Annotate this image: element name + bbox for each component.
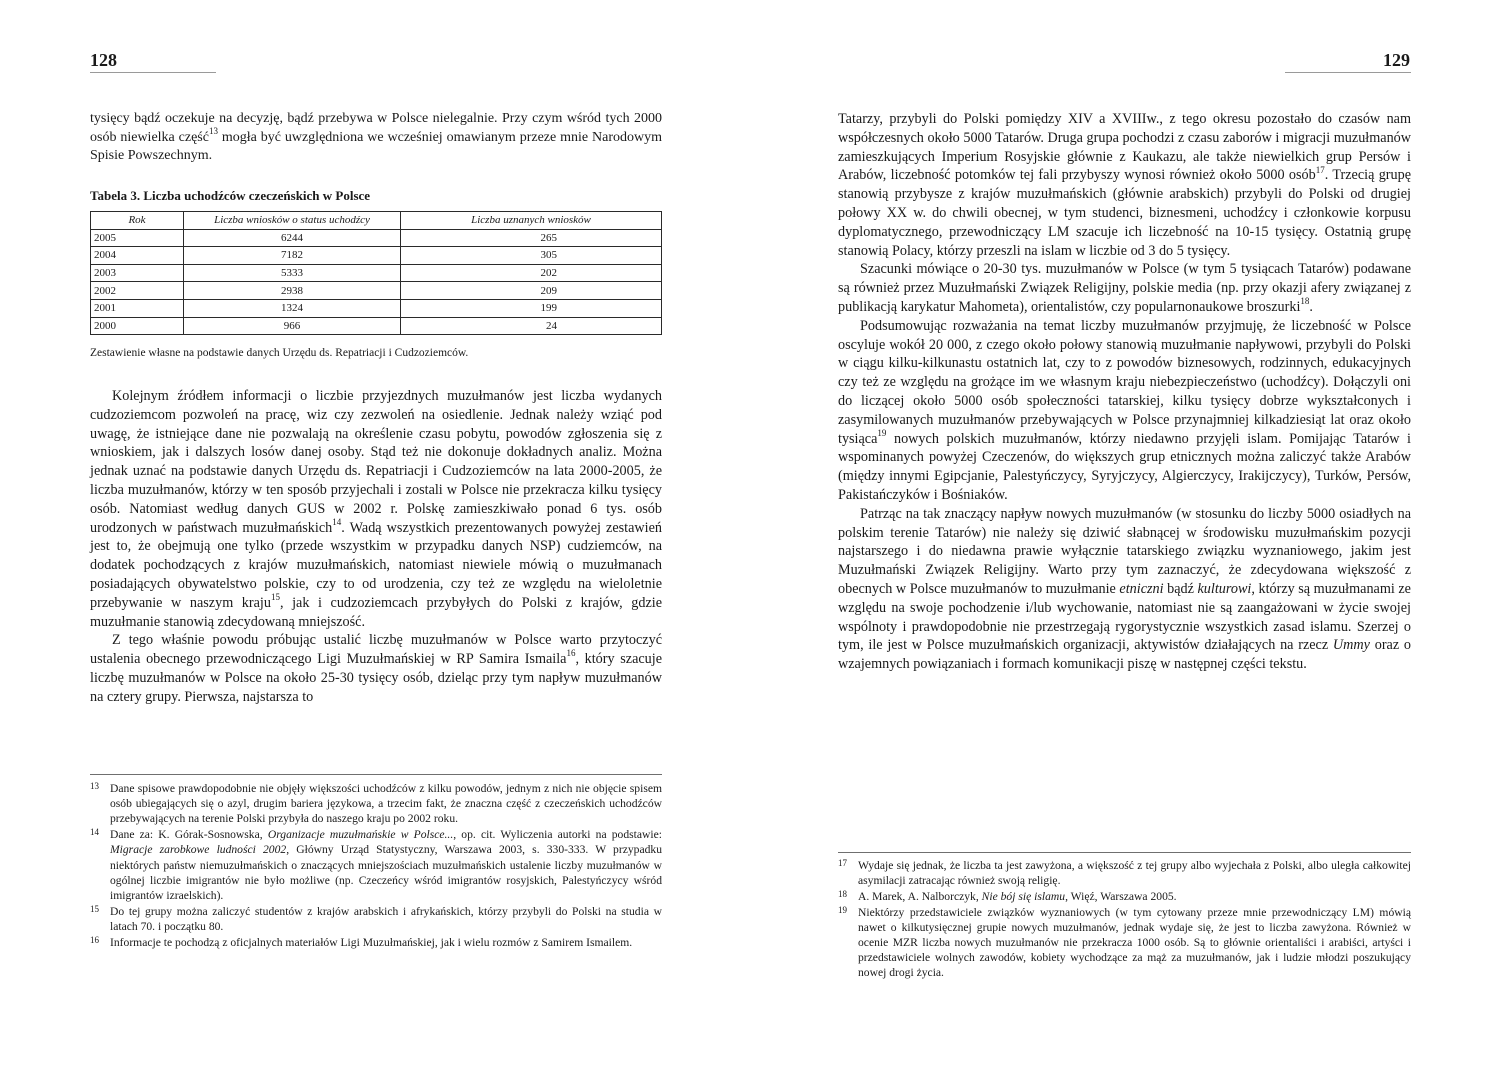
footnote-14: 14 Dane za: K. Górak-Sosnowska, Organizacje muzułmańskie w Polsce..., op. cit. Wyliczenia autorki na podstawie: Migracje zarobkowe ludności 2002, Główny Urząd Statystyczny, Warszawa 2003, s. 330-333. W przypadku niektórych państw niemuzułmańskich o znaczących mniejszościach muzułmańskich ustalenie liczby muzułmanów w ogólnej liczbie imigrantów nie było możliwe (np. Czeczeńcy wśród imigrantów rosyjskich, Palestyńczycy wśród imigrantów izraelskich). [90, 827, 662, 902]
table-source: Zestawienie własne na podstawie danych Urzędu ds. Repatriacji i Cudzoziemców. [90, 347, 469, 359]
footnote-18: 18 A. Marek, A. Nalborczyk, Nie bój się islamu, Więź, Warszawa 2005. [838, 888, 1177, 903]
right-page [750, 0, 1500, 1072]
footnote-17: 17 Wydaje się jednak, że liczba ta jest zawyżona, a większość z tej grupy albo wyjechała z Polski, albo uległa całkowitej asymilacji zatracając również swoją religię. [838, 858, 1411, 888]
cell-year: 2001 [91, 299, 184, 317]
cell-accepted: 265 [401, 229, 662, 247]
intro-paragraph: tysięcy bądź oczekuje na decyzję, bądź przebywa w Polsce nielegalnie. Przy czym wśród tych 2000 osób niewielka część$^{13}$ mogła być uwzględniona we wcześniej omawianym przeze mnie Narodowym Spisie Powszechnym. [90, 111, 662, 163]
footnote-number: 14 [90, 827, 99, 838]
cell-applications: 5333 [184, 264, 401, 282]
page-number: 128 [90, 50, 117, 70]
footnote-separator [90, 774, 662, 775]
cell-year: 2003 [91, 264, 184, 282]
header-rule [90, 72, 216, 73]
footnote-16: 16 Informacje te pochodzą z oficjalnych materiałów Ligi Muzułmańskiej, jak i wielu rozmów z Samirem Ismailem. [90, 934, 633, 949]
footnote-ref-19: 19 [877, 427, 887, 438]
table-row [91, 247, 662, 265]
header-rule [1285, 72, 1411, 73]
paragraph: Patrząc na tak znaczący napływ nowych muzułmanów (w stosunku do liczby 5000 osiadłych na polskim terenie Tatarów) nie należy się dziwić słabnącej w środowisku muzułmańskim pozycji najstarszego i do niedawna prawie wyłącznie tatarskiego związku wyznaniowego, jakim jest Muzułmański Związek Religijny. Warto przy tym zaznaczyć, że zdecydowana większość z obecnych w Polsce muzułmanów to muzułmanie etniczni bądź kulturowi, którzy są muzułmanami ze względu na swoje pochodzenie i/lub wychowanie, natomiast nie są zaangażowani w życie swojej wspólnoty i prawdopodobnie nie przestrzegają rygorystycznie wszystkich zasad islamu. Szerzej o tym, ile jest w Polsce muzułmańskich organizacji, aktywistów działających na rzecz Ummy oraz o wzajemnych powiązaniach i formach komunikacji piszę w następnej części tekstu. [838, 505, 1411, 673]
table-caption: Tabela 3. Liczba uchodźców czeczeńskich w Polsce [90, 188, 371, 203]
footnote-separator [838, 852, 1411, 853]
footnote-ref-17: 17 [1315, 164, 1325, 175]
footnote-15: 15 Do tej grupy można zaliczyć studentów z krajów arabskich i afrykańskich, którzy przybyli do Polski na studia w latach 70. i początku 80. [90, 903, 662, 933]
col-header-accepted: Liczba uznanych wniosków [401, 212, 662, 230]
footnote-ref-18: 18 [1300, 296, 1310, 307]
cell-applications: 7182 [184, 247, 401, 265]
cell-applications: 2938 [184, 282, 401, 300]
cell-accepted: 209 [401, 282, 662, 300]
footnote-ref-14: 14 [332, 516, 342, 527]
main-text-right [838, 110, 1411, 674]
table-row [91, 229, 662, 247]
footnotes-right [838, 858, 1411, 981]
footnote-number: 18 [838, 888, 847, 899]
paragraph: Szacunki mówiące o 20-30 tys. muzułmanów w Polsce (w tym 5 tysiącach Tatarów) podawane są również przez Muzułmański Związek Religijny, polskie media (np. przy okazji afery związanej z publikacją karykatur Mahometa), orientalistów, czy popularnonaukowe broszurki$^{18}$. [838, 261, 1411, 315]
footnote-number: 13 [90, 781, 99, 791]
col-header-applications: Liczba wniosków o status uchodźcy [184, 212, 401, 230]
cell-accepted: 202 [401, 264, 662, 282]
cell-year: 2000 [91, 317, 184, 335]
cell-applications: 6244 [184, 229, 401, 247]
table-row [91, 264, 662, 282]
footnote-ref-13: 13 [208, 125, 218, 136]
page-number: 129 [1383, 50, 1410, 70]
main-text-left [90, 387, 662, 707]
footnote-number: 15 [90, 903, 99, 914]
footnote-ref-15: 15 [270, 592, 280, 603]
table-body [91, 229, 662, 335]
cell-accepted: 199 [401, 299, 662, 317]
footnote-13: 13 Dane spisowe prawdopodobnie nie objęły większości uchodźców z kilku powodów, jednym z nich nie objęcie spisem osób ubiegających się o azyl, drugim bariera językowa, a trzecim fakt, że znaczna część z czeczeńskich uchodźców przebywających na terenie Polski przybyła do naszego kraju po 2002 roku. [90, 781, 662, 826]
footnote-number: 19 [838, 904, 847, 915]
table-row [91, 282, 662, 300]
cell-accepted: 305 [401, 247, 662, 265]
paragraph: Z tego właśnie powodu próbując ustalić liczbę muzułmanów w Polsce warto przytoczyć ustalenia obecnego przewodniczącego Ligi Muzułmańskiej w RP Samira Ismaila$^{16}$, który szacuje liczbę muzułmanów w Polsce na około 25-30 tysięcy osób, dzieląc przy tym napływ muzułmanów na cztery grupy. Pierwsza, najstarsza to [90, 632, 662, 705]
cell-year: 2004 [91, 247, 184, 265]
table-row [91, 299, 662, 317]
footnote-number: 17 [838, 858, 847, 868]
cell-applications: 1324 [184, 299, 401, 317]
paragraph: Tatarzy, przybyli do Polski pomiędzy XIV a XVIIIw., z tego okresu pozostało do czasów nam współczesnych około 5000 Tatarów. Druga grupa pochodzi z czasu zaborów i migracji muzułmanów zamieszkujących Imperium Rosyjskie głównie z Kaukazu, ale także niewielkich grup Persów i Arabów, liczebność potomków tej fali przybyszy wynosi również około 5000 osób$^{17}$. Trzecią grupę stanowią przybysze z krajów muzułmańskich (głównie arabskich) przybyli do Polski od drugiej połowy XX w. do chwili obecnej, w tym studenci, biznesmeni, uchodźcy i członkowie korpusu dyplomatycznego, przewodniczący LM szacuje ich liczebność na 10-15 tysięcy. Ostatnią grupę stanowią Polacy, którzy przeszli na islam w liczbie od 3 do 5 tysięcy. [838, 111, 1412, 259]
cell-applications: 966 [184, 317, 401, 335]
footnote-19: 19 Niektórzy przedstawiciele związków wyznaniowych (w tym cytowany przeze mnie przewodniczący LM) mówią nawet o kilkutysięcznej grupie nowych muzułmanów, jednak wydaje się, że jest to liczba zawyżona. Również w ocenie MZR liczba nowych muzułmanów nie przekracza 1000 osób. Są to głównie orientaliści i arabiści, artyści i przedstawiciele wolnych zawodów, kobiety wychodzące za mąż za muzułmanów, jak i ludzie młodzi poszukujący nowej drogi życia. [838, 904, 1411, 980]
refugee-table [90, 211, 662, 335]
cell-accepted: 24 [401, 317, 662, 335]
footnote-number: 16 [90, 934, 99, 945]
col-header-year: Rok [91, 212, 184, 230]
paragraph: Kolejnym źródłem informacji o liczbie przyjezdnych muzułmanów jest liczba wydanych cudzoziemcom pozwoleń na pracę, wiz czy zezwoleń na osiedlenie. Jednak należy wziąć pod uwagę, że istniejące dane nie pozwalają na określenie czasu pobytu, powodów zgłoszenia się z wnioskiem, jak i dalszych losów danej osoby. Stąd też nie dokonuje dokładnych analiz. Można jednak uznać na podstawie danych Urzędu ds. Repatriacji i Cudzoziemców na lata 2000-2005, że liczba muzułmanów, którzy w ten sposób przyjechali i zostali w Polsce nie przekracza kilku tysięcy osób. Natomiast według danych GUS w 2002 r. Polskę zamieszkiwało ponad 6 tys. osób urodzonych w państwach muzułmańskich$^{14}$. Wadą wszystkich prezentowanych powyżej zestawień jest to, że obejmują one tylko (przede wszystkim w przypadku danych NSP) cudziemców, na dodatek pochodzących z krajów muzułmańskich, natomiast niewiele mówią o muzułmanach posiadających obywatelstwo polskie, czy to od urodzenia, czy też ze względu na wieloletnie przebywanie w naszym kraju$^{15}$, jak i cudzoziemcach przybyłych do Polski z krajów, gdzie muzułmanie stanowią zdecydowaną mniejszość. [90, 388, 662, 630]
footnotes-left [90, 781, 662, 950]
paragraph: Podsumowując rozważania na temat liczby muzułmanów przyjmuję, że liczebność w Polsce oscyluje wokół 20 000, z czego około połowy stanowią muzułmanie napływowi, przybyli do Polski w ciągu kilku-kilkunastu ostatnich lat, czy to z powodów biznesowych, rodzinnych, edukacyjnych czy też ze względu na grożące im we własnym kraju niebezpieczeństwo (uchodźcy). Dołączyli oni do liczącej około 5000 osób społeczności tatarskiej, kilku tysięcy dobrze wykształconych i zasymilowanych muzułmanów przebywających w Polsce przynajmniej kilkadziesiąt lat oraz około tysiąca$^{19}$ nowych polskich muzułmanów, którzy niedawno przyjęli islam. Pomijając Tatarów i wspominanych powyżej Czeczenów, do większych grup etnicznych można zaliczyć także Arabów (między innymi Egipcjanie, Palestyńczycy, Syryjczycy, Algierczycy, Irakijczycy), Turków, Persów, Pakistańczyków i Bośniaków. [838, 317, 1411, 503]
table-row [91, 317, 662, 335]
cell-year: 2005 [91, 229, 184, 247]
cell-year: 2002 [91, 282, 184, 300]
footnote-ref-16: 16 [566, 648, 576, 659]
table-header-row [91, 212, 662, 230]
